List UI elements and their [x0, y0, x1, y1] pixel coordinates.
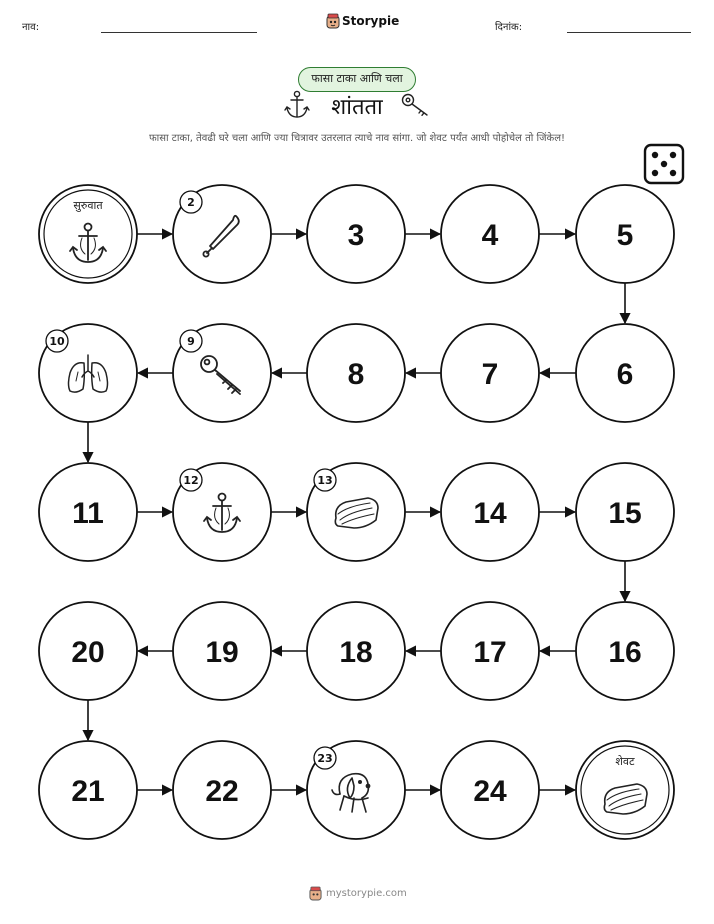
board-space-14[interactable] [441, 463, 539, 561]
board-space-5[interactable] [576, 185, 674, 283]
board-space-16[interactable] [576, 602, 674, 700]
board-space-17[interactable] [441, 602, 539, 700]
footer-site[interactable]: mystorypie.com [326, 888, 407, 899]
brand-name: Storypie [342, 14, 400, 28]
board-space-18[interactable] [307, 602, 405, 700]
space-number: 3 [347, 219, 365, 252]
space-number: 11 [72, 497, 104, 530]
space-number: 16 [608, 636, 642, 669]
space-number: 5 [616, 219, 634, 252]
board-space-12[interactable] [173, 463, 271, 561]
space-number: 7 [481, 358, 499, 391]
board-space-2[interactable] [173, 185, 271, 283]
board-space-23[interactable] [307, 741, 405, 839]
space-number: 24 [473, 775, 507, 808]
space-number: 4 [481, 219, 499, 252]
space-number-label: 2 [187, 196, 195, 209]
space-number: 14 [473, 497, 507, 530]
board-space-8[interactable] [307, 324, 405, 422]
space-number: 22 [205, 775, 239, 808]
space-number: 8 [347, 358, 365, 391]
footer-brand [309, 886, 429, 904]
board-space-21[interactable] [39, 741, 137, 839]
space-number-label: 12 [183, 474, 199, 487]
board-space-1[interactable] [39, 185, 137, 283]
space-number-label: 13 [317, 474, 333, 487]
game-type-pill: फासा टाका आणि चला [298, 67, 416, 92]
space-number: 20 [71, 636, 105, 669]
end-label: शेवट [615, 755, 635, 768]
space-number: 19 [205, 636, 239, 669]
storypie-mascot-icon [309, 886, 322, 901]
board-space-19[interactable] [173, 602, 271, 700]
board-space-20[interactable] [39, 602, 137, 700]
board-space-6[interactable] [576, 324, 674, 422]
space-number: 15 [608, 497, 642, 530]
date-label: दिनांक: [495, 22, 523, 33]
board-space-9[interactable] [173, 324, 271, 422]
space-number-label: 23 [317, 752, 333, 765]
space-number-label: 9 [187, 335, 195, 348]
start-label: सुरुवात [73, 199, 103, 212]
board-space-24[interactable] [441, 741, 539, 839]
board-space-4[interactable] [441, 185, 539, 283]
space-number: 18 [339, 636, 373, 669]
space-number: 21 [71, 775, 105, 808]
name-label: नाव: [22, 22, 40, 33]
space-number: 17 [473, 636, 507, 669]
board-space-25[interactable] [576, 741, 674, 839]
board-space-13[interactable] [307, 463, 405, 561]
board-space-11[interactable] [39, 463, 137, 561]
space-number-label: 10 [49, 335, 65, 348]
game-instructions: फासा टाका, तेवढी घरे चला आणि ज्या चित्रावर उतरलात त्याचे नाव सांगा. जो शेवट पर्यंत आधी पोहोचेल तो जिंकेल! [148, 133, 566, 144]
board-space-22[interactable] [173, 741, 271, 839]
game-title: शांतता [331, 95, 383, 120]
space-number: 6 [616, 358, 634, 391]
board-space-7[interactable] [441, 324, 539, 422]
board-space-15[interactable] [576, 463, 674, 561]
board-space-3[interactable] [307, 185, 405, 283]
board-space-10[interactable] [39, 324, 137, 422]
